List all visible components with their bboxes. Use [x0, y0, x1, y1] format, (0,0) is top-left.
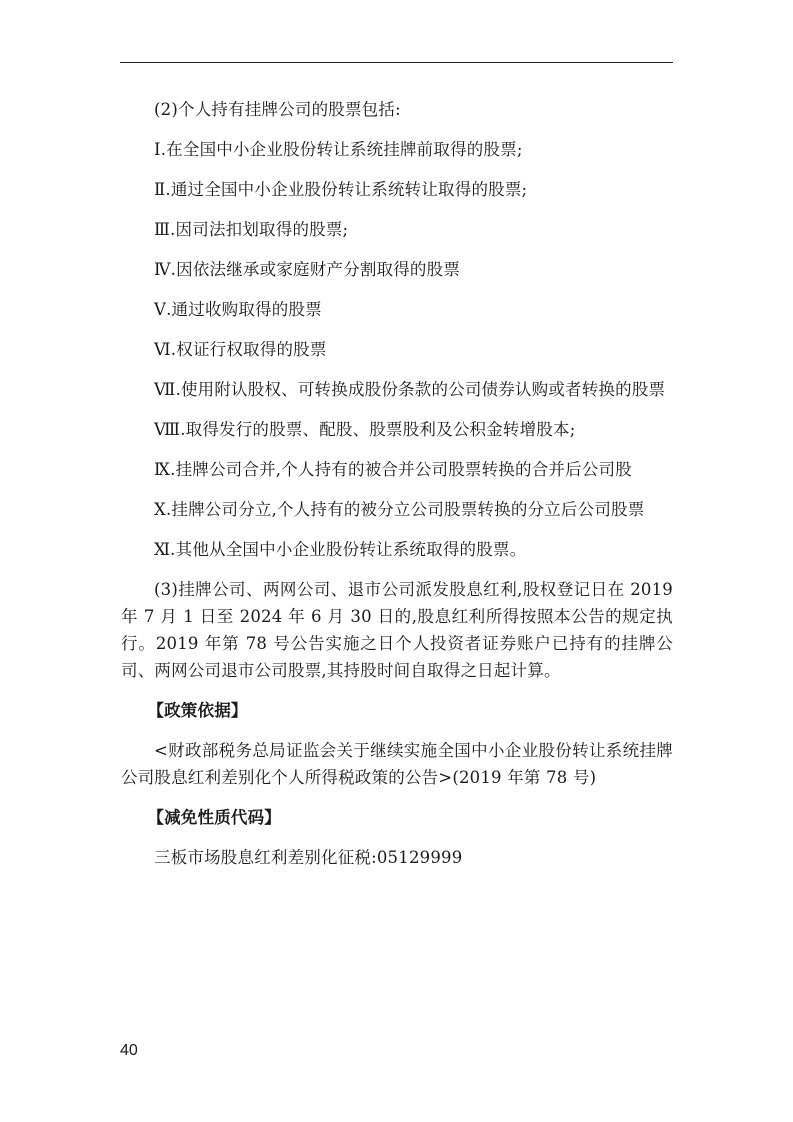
exemption-code-heading: 【减免性质代码】	[147, 808, 281, 827]
list-item-iii: Ⅲ.因司法扣划取得的股票;	[154, 220, 349, 239]
list-item-i: Ⅰ.在全国中小企业股份转让系统挂牌前取得的股票;	[154, 140, 523, 159]
policy-basis-text: <财政部税务总局证监会关于继续实施全国中小企业股份转让系统挂牌公司股息红利差别化个人所得税政策的公告>(2019 年第 78 号)	[121, 741, 673, 787]
list-item-ix: Ⅸ.挂牌公司合并,个人持有的被合并公司股票转换的合并后公司股	[154, 460, 632, 479]
policy-basis-heading: 【政策依据】	[147, 701, 248, 720]
list-item-x: Ⅹ.挂牌公司分立,个人持有的被分立公司股票转换的分立后公司股票	[154, 500, 645, 519]
document-body	[121, 96, 673, 884]
list-item-iv: Ⅳ.因依法继承或家庭财产分割取得的股票	[154, 260, 461, 279]
list-item-xi: Ⅺ.其他从全国中小企业股份转让系统取得的股票。	[154, 540, 527, 559]
header-rule	[120, 62, 673, 63]
paragraph-item-3: (3)挂牌公司、两网公司、退市公司派发股息红利,股权登记日在 2019 年 7 月 1 日至 2024 年 6 月 30 日的,股息红利所得按照本公告的规定执行。2019 年第 78 号公告实施之日个人投资者证券账户已持有的挂牌公司、两网公司退市公司股票,其持股时间自取得之日起计算。	[121, 580, 673, 680]
list-item-ii: Ⅱ.通过全国中小企业股份转让系统转让取得的股票;	[154, 180, 528, 199]
page-number: 40	[120, 1042, 138, 1059]
list-item-vii: Ⅶ.使用附认股权、可转换成股份条款的公司债券认购或者转换的股票	[154, 380, 666, 399]
paragraph-item-2-intro: (2)个人持有挂牌公司的股票包括:	[154, 100, 401, 119]
list-item-vi: Ⅵ.权证行权取得的股票	[154, 340, 327, 359]
exemption-code-text: 三板市场股息红利差别化征税:05129999	[154, 848, 463, 867]
list-item-v: Ⅴ.通过收购取得的股票	[154, 300, 322, 319]
list-item-viii: Ⅷ.取得发行的股票、配股、股票股利及公积金转增股本;	[154, 420, 576, 439]
